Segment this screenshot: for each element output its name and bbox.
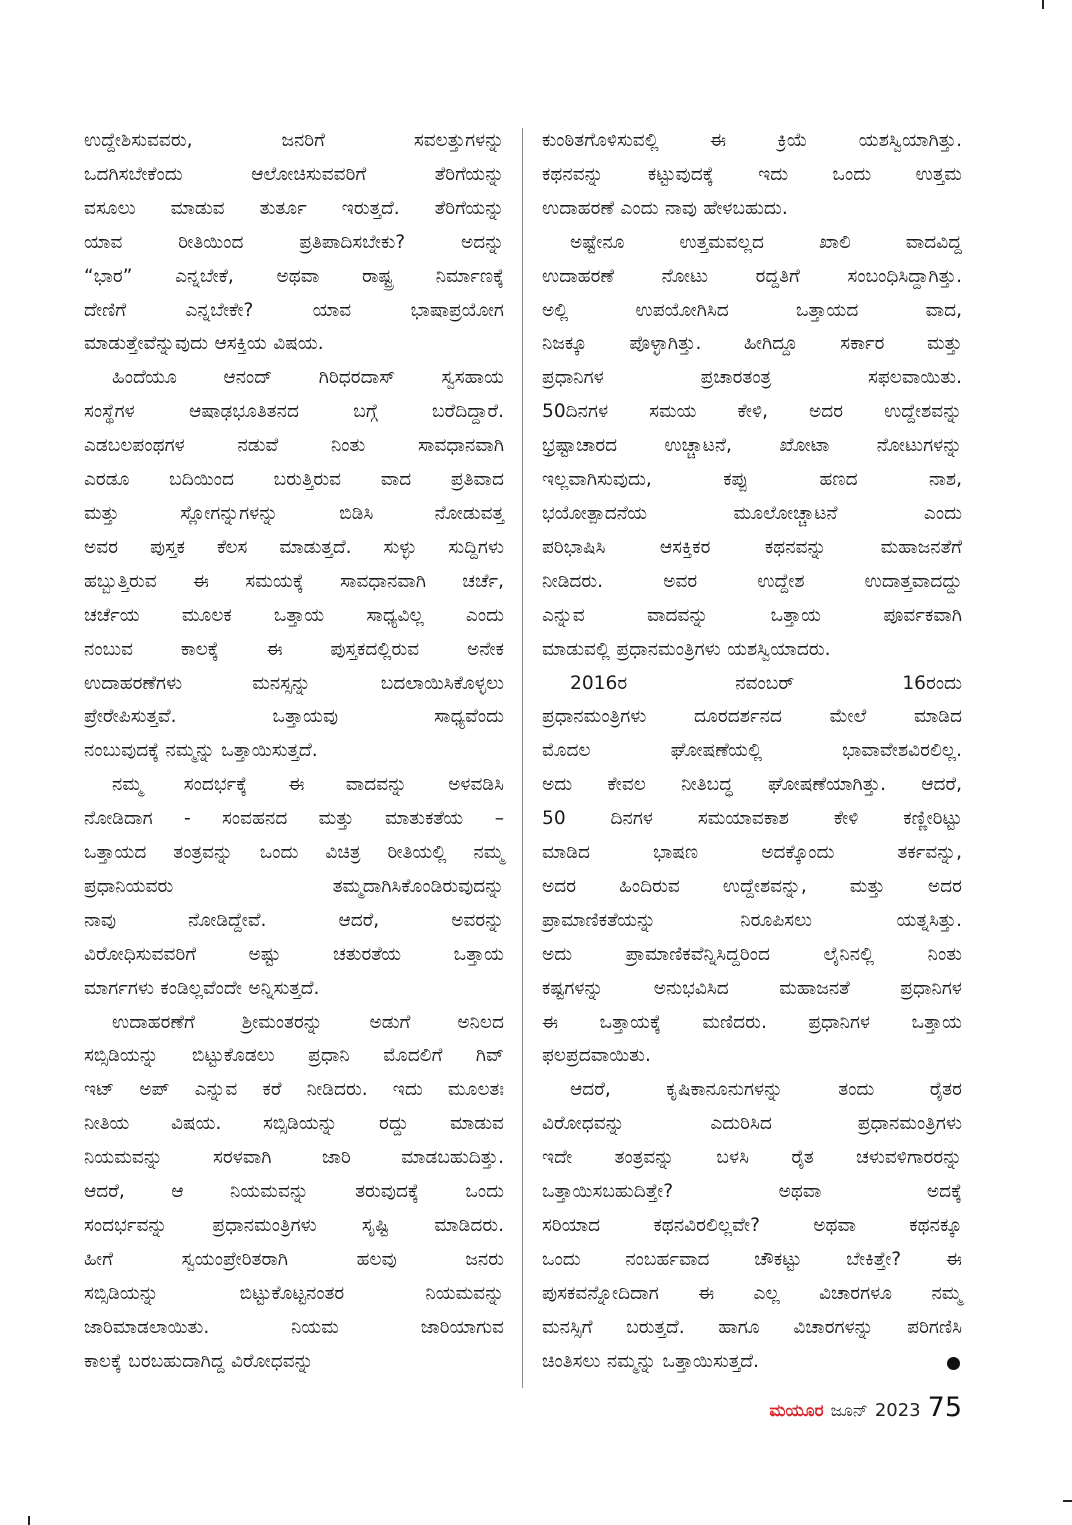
text-line: ಒತ್ತಾಯದ ತಂತ್ರವನ್ನು ಒಂದು ವಿಚಿತ್ರ ರೀತಿಯಲ್ಲಿ ನಮ್ಮ	[84, 842, 504, 864]
right-column	[542, 124, 962, 1379]
text-line: ಸಬ್ಸಿಡಿಯನ್ನು ಬಿಟ್ಟುಕೊಡಲು ಪ್ರಧಾನಿ ಮೊದಲಿಗೆ ಗಿವ್	[84, 1045, 504, 1067]
text-line: ಫಲಪ್ರದವಾಯಿತು.	[542, 1045, 651, 1067]
text-line: ಚಿಂತಿಸಲು ನಮ್ಮನ್ನು ಒತ್ತಾಯಿಸುತ್ತದೆ.	[542, 1345, 962, 1379]
text-line: ಸಂಸ್ಥೆಗಳ ಆಷಾಢಭೂತಿತನದ ಬಗ್ಗೆ ಬರೆದಿದ್ದಾರೆ.	[84, 401, 504, 423]
text-line: ಕಥನವನ್ನು ಕಟ್ಟುವುದಕ್ಕೆ ಇದು ಒಂದು ಉತ್ತಮ	[542, 163, 962, 185]
text-line: ಪ್ರಧಾನಮಂತ್ರಿಗಳು ದೂರದರ್ಶನದ ಮೇಲೆ ಮಾಡಿದ	[542, 706, 962, 728]
text-line: ಸಬ್ಸಿಡಿಯನ್ನು ಬಿಟ್ಟುಕೊಟ್ಟನಂತರ ನಿಯಮವನ್ನು	[84, 1282, 504, 1304]
text-line: ಹಿಂದೆಯೂ ಆನಂದ್ ಗಿರಿಧರದಾಸ್ ಸ್ವಸಹಾಯ	[112, 367, 504, 389]
text-line: ನಿಜಕ್ಕೂ ಪೊಳ್ಳಾಗಿತ್ತು. ಹೀಗಿದ್ದೂ ಸರ್ಕಾರ ಮತ್ತು	[542, 333, 962, 355]
text-line: ಇಟ್ ಅಪ್ ಎನ್ನುವ ಕರೆ ನೀಡಿದರು. ಇದು ಮೂಲತಃ	[84, 1079, 504, 1101]
issue-month: ಜೂನ್	[830, 1401, 868, 1421]
text-line: ನೀಡಿದರು. ಅವರ ಉದ್ದೇಶ ಉದಾತ್ತವಾದದ್ದು	[542, 570, 962, 592]
text-line: ಯಾವ ರೀತಿಯಿಂದ ಪ್ರತಿಪಾದಿಸಬೇಕು? ಅದನ್ನು	[84, 231, 504, 253]
text-line: ಉದ್ದೇಶಿಸುವವರು, ಜನರಿಗೆ ಸವಲತ್ತುಗಳನ್ನು	[84, 130, 504, 151]
text-line: ಒದಗಿಸಬೇಕೆಂದು ಆಲೋಚಿಸುವವರಿಗೆ ತೆರಿಗೆಯನ್ನು	[84, 163, 504, 185]
text-line: 50 ದಿನಗಳ ಸಮಯಾವಕಾಶ ಕೇಳಿ ಕಣ್ಣೀರಿಟ್ಟು	[542, 808, 962, 830]
text-line: ದೇಣಿಗೆ ಎನ್ನಬೇಕೇ? ಯಾವ ಭಾಷಾಪ್ರಯೋಗ	[84, 299, 504, 321]
text-line: ಸಂದರ್ಭವನ್ನು ಪ್ರಧಾನಮಂತ್ರಿಗಳು ಸೃಷ್ಟಿ ಮಾಡಿದರು.	[84, 1215, 504, 1236]
text-line: ವಿರೋಧವನ್ನು ಎದುರಿಸಿದ ಪ್ರಧಾನಮಂತ್ರಿಗಳು	[542, 1113, 962, 1135]
text-line: ಉದಾಹರಣೆಗಳು ಮನಸ್ಸನ್ನು ಬದಲಾಯಿಸಿಕೊಳ್ಳಲು	[84, 672, 504, 694]
text-line: ಪ್ರೇರೇಪಿಸುತ್ತವೆ. ಒತ್ತಾಯವು ಸಾಧ್ಯವೆಂದು	[84, 706, 504, 728]
text-line: 50ದಿನಗಳ ಸಮಯ ಕೇಳಿ, ಅದರ ಉದ್ದೇಶವನ್ನು	[542, 401, 962, 423]
text-line: ಕಷ್ಟಗಳನ್ನು ಅನುಭವಿಸಿದ ಮಹಾಜನತೆ ಪ್ರಧಾನಿಗಳ	[542, 977, 962, 999]
text-line: ಮತ್ತು ಸ್ಲೋಗನ್ನುಗಳನ್ನು ಬಿಡಿಸಿ ನೋಡುವತ್ತ	[84, 502, 504, 524]
text-line: ಚರ್ಚೆಯ ಮೂಲಕ ಒತ್ತಾಯ ಸಾಧ್ಯವಿಲ್ಲ ಎಂದು	[84, 604, 504, 626]
text-line: ಪ್ರಧಾನಿಯವರು ತಮ್ಮದಾಗಿಸಿಕೊಂಡಿರುವುದನ್ನು	[84, 875, 504, 897]
text-line: ನಿಯಮವನ್ನು ಸರಳವಾಗಿ ಜಾರಿ ಮಾಡಬಹುದಿತ್ತು.	[84, 1147, 504, 1169]
text-line: ಒಂದು ನಂಬರ್ಹವಾದ ಚೌಕಟ್ಟು ಬೇಕಿತ್ತೇ? ಈ	[542, 1248, 962, 1270]
text-line: ಮಾರ್ಗಗಳು ಕಂಡಿಲ್ಲವೆಂದೇ ಅನ್ನಿಸುತ್ತದೆ.	[84, 977, 320, 999]
magazine-name: ಮಯೂರ	[769, 1401, 824, 1421]
text-line: ಮೊದಲ ಘೋಷಣೆಯಲ್ಲಿ ಭಾವಾವೇಶವಿರಲಿಲ್ಲ.	[542, 740, 962, 762]
text-line: ಭ್ರಷ್ಟಾಚಾರದ ಉಚ್ಚಾಟನೆ, ಖೋಟಾ ನೋಟುಗಳನ್ನು	[542, 435, 962, 457]
text-line: ಜಾರಿಮಾಡಲಾಯಿತು. ನಿಯಮ ಜಾರಿಯಾಗುವ	[84, 1316, 504, 1338]
text-line: ಉದಾಹರಣೆ ಎಂದು ನಾವು ಹೇಳಬಹುದು.	[542, 197, 788, 219]
text-line: ಪ್ರಾಮಾಣಿಕತೆಯನ್ನು ನಿರೂಪಿಸಲು ಯತ್ನಸಿತ್ತು.	[542, 909, 962, 931]
text-line: ಅವರ ಪುಸ್ತಕ ಕೆಲಸ ಮಾಡುತ್ತದೆ. ಸುಳ್ಳು ಸುದ್ದಿಗಳು	[84, 536, 504, 558]
crop-mark-bottom-left	[28, 1516, 30, 1525]
text-line: ಹೀಗೆ ಸ್ವಯಂಪ್ರೇರಿತರಾಗಿ ಹಲವು ಜನರು	[84, 1248, 504, 1270]
text-line: ಆದರೆ, ಕೃಷಿಕಾನೂನುಗಳನ್ನು ತಂದು ರೈತರ	[570, 1079, 962, 1101]
text-line: ಇದೇ ತಂತ್ರವನ್ನು ಬಳಸಿ ರೈತ ಚಳುವಳಿಗಾರರನ್ನು	[542, 1147, 962, 1169]
text-line: ನಂಬುವ ಕಾಲಕ್ಕೆ ಈ ಪುಸ್ತಕದಲ್ಲಿರುವ ಅನೇಕ	[84, 638, 504, 660]
text-line: ಅಲ್ಲಿ ಉಪಯೋಗಿಸಿದ ಒತ್ತಾಯದ ವಾದ,	[542, 299, 962, 321]
text-line: ಮಾಡುವಲ್ಲಿ ಪ್ರಧಾನಮಂತ್ರಿಗಳು ಯಶಸ್ವಿಯಾದರು.	[542, 638, 831, 660]
text-line: ವಿರೋಧಿಸುವವರಿಗೆ ಅಷ್ಟು ಚತುರತೆಯ ಒತ್ತಾಯ	[84, 943, 504, 965]
text-line: ನೋಡಿದಾಗ - ಸಂವಹನದ ಮತ್ತು ಮಾತುಕತೆಯ –	[84, 808, 504, 830]
text-line: ಅದು ಪ್ರಾಮಾಣಿಕವೆನ್ನಿಸಿದ್ದರಿಂದ ಲೈನಿನಲ್ಲಿ ನಿಂತು	[542, 943, 962, 965]
text-line: ಸರಿಯಾದ ಕಥನವಿರಲಿಲ್ಲವೇ? ಅಥವಾ ಕಥನಕ್ಕೂ	[542, 1215, 962, 1236]
left-column	[84, 124, 504, 1379]
text-line: ಅದರ ಹಿಂದಿರುವ ಉದ್ದೇಶವನ್ನು, ಮತ್ತು ಅದರ	[542, 875, 962, 897]
page-number: 75	[927, 1392, 962, 1423]
article-end-mark-icon	[947, 1357, 960, 1370]
text-line: ನಂಬುವುದಕ್ಕೆ ನಮ್ಮನ್ನು ಒತ್ತಾಯಿಸುತ್ತದೆ.	[84, 740, 318, 762]
text-line: ಹಬ್ಬುತ್ತಿರುವ ಈ ಸಮಯಕ್ಕೆ ಸಾವಧಾನವಾಗಿ ಚರ್ಚೆ,	[84, 570, 504, 592]
text-line: ಒತ್ತಾಯಿಸಬಹುದಿತ್ತೇ? ಅಥವಾ ಅದಕ್ಕೆ	[542, 1181, 962, 1203]
text-line: ವಸೂಲು ಮಾಡುವ ತುರ್ತೂ ಇರುತ್ತದೆ. ತೆರಿಗೆಯನ್ನು	[84, 197, 504, 219]
text-line: ಮಾಡುತ್ತೇವೆನ್ನುವುದು ಆಸಕ್ತಿಯ ವಿಷಯ.	[84, 333, 324, 355]
text-line: ನಾವು ನೋಡಿದ್ದೇವೆ. ಆದರೆ, ಅವರನ್ನು	[84, 909, 504, 931]
text-line: ಕಾಲಕ್ಕೆ ಬರಬಹುದಾಗಿದ್ದ ವಿರೋಧವನ್ನು	[84, 1350, 314, 1372]
text-line: ಎನ್ನುವ ವಾದವನ್ನು ಒತ್ತಾಯ ಪೂರ್ವಕವಾಗಿ	[542, 604, 962, 626]
text-line: ಈ ಒತ್ತಾಯಕ್ಕೆ ಮಣಿದರು. ಪ್ರಧಾನಿಗಳ ಒತ್ತಾಯ	[542, 1011, 962, 1033]
text-line: ನೀತಿಯ ವಿಷಯ. ಸಬ್ಸಿಡಿಯನ್ನು ರದ್ದು ಮಾಡುವ	[84, 1113, 504, 1135]
text-line: ಉದಾಹರಣೆಗೆ ಶ್ರೀಮಂತರನ್ನು ಅಡುಗೆ ಅನಿಲದ	[112, 1011, 504, 1033]
text-line: ಎರಡೂ ಬದಿಯಿಂದ ಬರುತ್ತಿರುವ ವಾದ ಪ್ರತಿವಾದ	[84, 469, 504, 491]
text-line: ಮನಸ್ಸಿಗೆ ಬರುತ್ತದೆ. ಹಾಗೂ ವಿಚಾರಗಳನ್ನು ಪರಿಗಣಿಸಿ	[542, 1316, 962, 1338]
issue-year: 2023	[874, 1400, 921, 1421]
text-line: ಪರಿಭಾಷಿಸಿ ಆಸಕ್ತಿಕರ ಕಥನವನ್ನು ಮಹಾಜನತೆಗೆ	[542, 536, 962, 558]
text-line: ಮಾಡಿದ ಭಾಷಣ ಅದಕ್ಕೊಂದು ತರ್ಕವನ್ನು,	[542, 842, 962, 864]
text-line: ಆದರೆ, ಆ ನಿಯಮವನ್ನು ತರುವುದಕ್ಕೆ ಒಂದು	[84, 1181, 504, 1203]
page-footer	[769, 1392, 962, 1423]
text-line: 2016ರ ನವಂಬರ್ 16ರಂದು	[570, 672, 962, 694]
text-line: ನಮ್ಮ ಸಂದರ್ಭಕ್ಕೆ ಈ ವಾದವನ್ನು ಅಳವಡಿಸಿ	[112, 774, 504, 796]
column-divider	[522, 128, 523, 1388]
text-line: ಎಡಬಲಪಂಥಗಳ ನಡುವೆ ನಿಂತು ಸಾವಧಾನವಾಗಿ	[84, 435, 504, 457]
text-line: ಕುಂಠಿತಗೊಳಿಸುವಲ್ಲಿ ಈ ಕ್ರಿಯೆ ಯಶಸ್ವಿಯಾಗಿತ್ತು.	[542, 130, 962, 151]
text-line: ಪ್ರಧಾನಿಗಳ ಪ್ರಚಾರತಂತ್ರ ಸಫಲವಾಯಿತು.	[542, 367, 962, 389]
text-line: ಅಷ್ಟೇನೂ ಉತ್ತಮವಲ್ಲದ ಖಾಲಿ ವಾದವಿದ್ದ	[570, 231, 962, 253]
text-line: “ಭಾರ” ಎನ್ನಬೇಕೆ, ಅಥವಾ ರಾಷ್ಟ್ರ ನಿರ್ಮಾಣಕ್ಕೆ	[84, 265, 504, 287]
text-line: ಪುಸಕವನ್ನೋದಿದಾಗ ಈ ಎಲ್ಲ ವಿಚಾರಗಳೂ ನಮ್ಮ	[542, 1282, 962, 1304]
text-line: ಅದು ಕೇವಲ ನೀತಿಬದ್ಧ ಘೋಷಣೆಯಾಗಿತ್ತು. ಆದರೆ,	[542, 774, 962, 796]
text-line: ಭಯೋತ್ಪಾದನೆಯ ಮೂಲೋಚ್ಚಾಟನೆ ಎಂದು	[542, 502, 962, 524]
text-line: ಉದಾಹರಣೆ ನೋಟು ರದ್ದತಿಗೆ ಸಂಬಂಧಿಸಿದ್ದಾಗಿತ್ತು.	[542, 265, 962, 287]
text-line: ಇಲ್ಲವಾಗಿಸುವುದು, ಕಪ್ಪು ಹಣದ ನಾಶ,	[542, 469, 962, 491]
crop-mark-right-bottom	[1063, 1500, 1072, 1502]
crop-mark-top-right	[1042, 0, 1044, 9]
